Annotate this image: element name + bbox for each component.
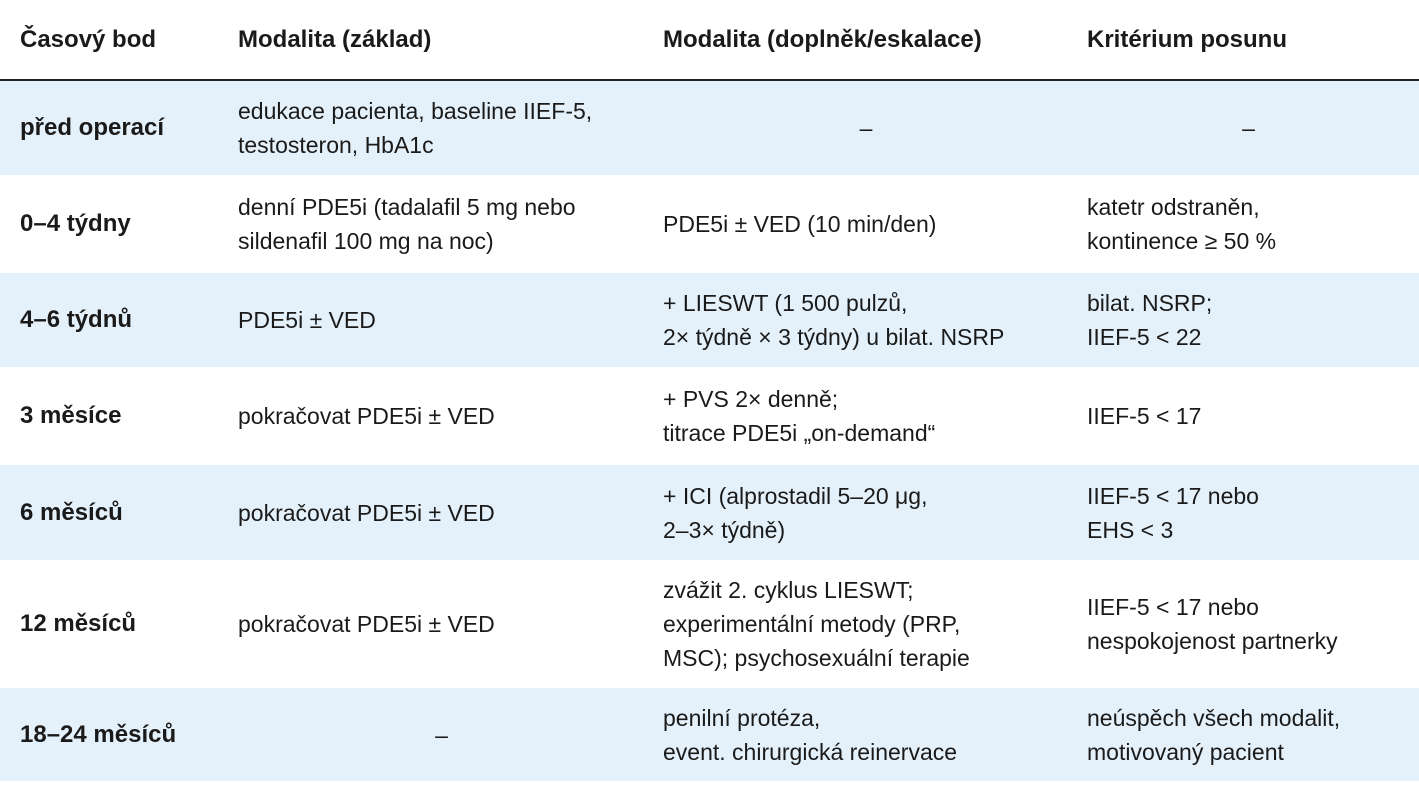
time-point-cell: 3 měsíce	[0, 368, 229, 464]
header-time-point: Časový bod	[0, 0, 229, 80]
table-row	[0, 272, 1419, 368]
time-point-cell: 18–24 měsíců	[0, 687, 229, 782]
modality-base-cell: pokračovat PDE5i ± VED	[229, 464, 654, 561]
progression-criterion-cell: IIEF-5 < 17	[1078, 368, 1419, 464]
header-modality-base: Modalita (základ)	[229, 0, 654, 80]
modality-base-cell: pokračovat PDE5i ± VED	[229, 561, 654, 687]
modality-escalation-cell: –	[654, 80, 1078, 176]
modality-escalation-cell: + LIESWT (1 500 pulzů, 2× týdně × 3 týdny) u bilat. NSRP	[654, 272, 1078, 368]
modality-base-cell: PDE5i ± VED	[229, 272, 654, 368]
table-row	[0, 80, 1419, 176]
time-point-cell: před operací	[0, 80, 229, 176]
progression-criterion-cell: neúspěch všech modalit, motivovaný pacient	[1078, 687, 1419, 782]
header-row	[0, 0, 1419, 80]
time-point-cell: 4–6 týdnů	[0, 272, 229, 368]
modality-escalation-cell: PDE5i ± VED (10 min/den)	[654, 176, 1078, 272]
table-row	[0, 561, 1419, 687]
progression-criterion-cell: IIEF-5 < 17 nebo nespokojenost partnerky	[1078, 561, 1419, 687]
modality-base-cell: pokračovat PDE5i ± VED	[229, 368, 654, 464]
modality-base-cell: edukace pacienta, baseline IIEF-5, testosteron, HbA1c	[229, 80, 654, 176]
header-progression-criterion: Kritérium posunu	[1078, 0, 1419, 80]
modality-escalation-cell: + PVS 2× denně; titrace PDE5i „on-demand“	[654, 368, 1078, 464]
time-point-cell: 0–4 týdny	[0, 176, 229, 272]
progression-criterion-cell: IIEF-5 < 17 nebo EHS < 3	[1078, 464, 1419, 561]
table-body	[0, 80, 1419, 782]
modality-escalation-cell: penilní protéza, event. chirurgická reinervace	[654, 687, 1078, 782]
progression-criterion-cell: bilat. NSRP; IIEF-5 < 22	[1078, 272, 1419, 368]
table-row	[0, 687, 1419, 782]
table-row	[0, 464, 1419, 561]
modality-escalation-cell: zvážit 2. cyklus LIESWT; experimentální metody (PRP, MSC); psychosexuální terapie	[654, 561, 1078, 687]
progression-criterion-cell: –	[1078, 80, 1419, 176]
modality-escalation-cell: + ICI (alprostadil 5–20 μg, 2–3× týdně)	[654, 464, 1078, 561]
modality-base-cell: denní PDE5i (tadalafil 5 mg nebo sildenafil 100 mg na noc)	[229, 176, 654, 272]
modality-base-cell: –	[229, 687, 654, 782]
time-point-cell: 12 měsíců	[0, 561, 229, 687]
table-header	[0, 0, 1419, 80]
table-row	[0, 368, 1419, 464]
table-row	[0, 176, 1419, 272]
time-point-cell: 6 měsíců	[0, 464, 229, 561]
header-modality-escalation: Modalita (doplněk/eskalace)	[654, 0, 1078, 80]
progression-criterion-cell: katetr odstraněn, kontinence ≥ 50 %	[1078, 176, 1419, 272]
